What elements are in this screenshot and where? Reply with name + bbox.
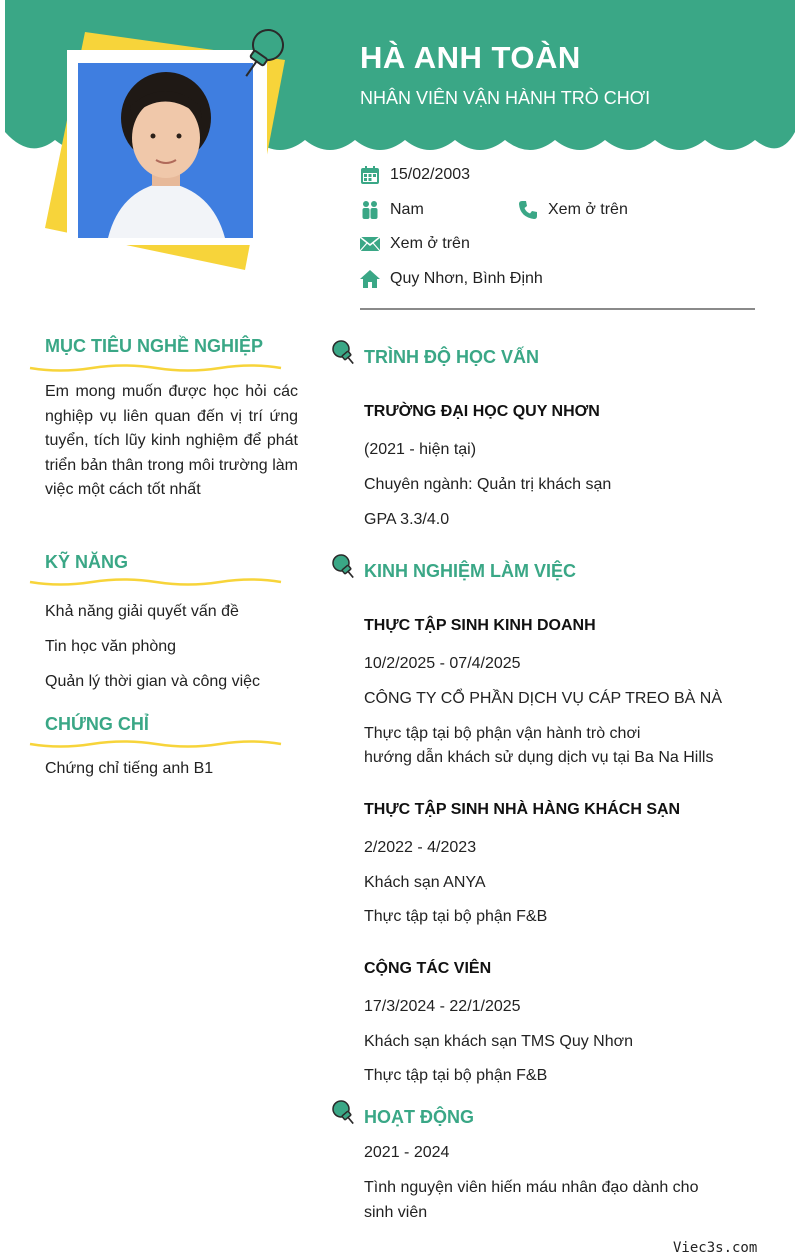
job-title: NHÂN VIÊN VẬN HÀNH TRÒ CHƠI bbox=[360, 88, 651, 108]
profile-photo bbox=[40, 20, 300, 280]
email-text: Xem ở trên bbox=[390, 235, 470, 252]
experience-title: KINH NGHIỆM LÀM VIỆC bbox=[364, 561, 577, 581]
contact-phone bbox=[518, 200, 628, 220]
address-text: Quy Nhơn, Bình Định bbox=[390, 270, 543, 287]
birthdate-text: 15/02/2003 bbox=[390, 166, 471, 183]
education-school: TRƯỜNG ĐẠI HỌC QUY NHƠN bbox=[364, 403, 600, 420]
phone-text: Xem ở trên bbox=[548, 201, 628, 218]
job-company: Khách sạn khách sạn TMS Quy Nhơn bbox=[364, 1033, 633, 1050]
skills-title: KỸ NĂNG bbox=[45, 552, 129, 572]
contact-gender bbox=[360, 200, 424, 220]
education-gpa: GPA 3.3/4.0 bbox=[364, 511, 450, 528]
education-title: TRÌNH ĐỘ HỌC VẤN bbox=[364, 347, 539, 367]
job-position: CỘNG TÁC VIÊN bbox=[364, 960, 492, 977]
certificate-item: Chứng chỉ tiếng anh B1 bbox=[45, 760, 214, 777]
job-period: 10/2/2025 - 07/4/2025 bbox=[364, 655, 521, 672]
profile-photo-frame bbox=[40, 20, 300, 280]
pushpin-icon bbox=[330, 338, 358, 366]
skill-item: Tin học văn phòng bbox=[45, 638, 177, 655]
job-description: Thực tập tại bộ phận F&B bbox=[364, 1067, 548, 1084]
skill-item: Quản lý thời gian và công việc bbox=[45, 673, 261, 690]
job-period: 2/2022 - 4/2023 bbox=[364, 839, 477, 856]
skill-item: Khả năng giải quyết vấn đề bbox=[45, 603, 239, 620]
calendar-icon bbox=[360, 165, 380, 185]
job-description: hướng dẫn khách sử dụng dịch vụ tại Ba Na Hills bbox=[364, 749, 714, 766]
job-period: 17/3/2024 - 22/1/2025 bbox=[364, 998, 521, 1015]
certificates-underline bbox=[28, 738, 283, 752]
mail-icon bbox=[360, 234, 380, 254]
job-position: THỰC TẬP SINH NHÀ HÀNG KHÁCH SẠN bbox=[364, 801, 681, 818]
home-icon bbox=[360, 269, 380, 289]
watermark: Viec3s.com bbox=[673, 1240, 758, 1256]
person-icon bbox=[360, 200, 380, 220]
gender-text: Nam bbox=[390, 201, 424, 218]
pushpin-icon bbox=[330, 552, 358, 580]
job-company: CÔNG TY CỔ PHẦN DỊCH VỤ CÁP TREO BÀ NÀ bbox=[364, 690, 722, 707]
activities-title: HOẠT ĐỘNG bbox=[364, 1107, 474, 1127]
objective-underline bbox=[28, 362, 283, 376]
activity-description: Tình nguyện viên hiến máu nhân đạo dành cho bbox=[364, 1179, 699, 1196]
contact-email bbox=[360, 234, 470, 254]
job-position: THỰC TẬP SINH KINH DOANH bbox=[364, 617, 596, 634]
job-company: Khách sạn ANYA bbox=[364, 874, 486, 891]
contact-birthdate bbox=[360, 165, 470, 185]
objective-title: MỤC TIÊU NGHỀ NGHIỆP bbox=[45, 336, 264, 356]
contact-divider bbox=[360, 308, 755, 310]
education-period: (2021 - hiện tại) bbox=[364, 441, 477, 458]
objective-text: Em mong muốn được học hỏi các nghiệp vụ liên quan đến vị trí ứng tuyển, tích lũy kinh nghiệm để phát triển bản thân trong môi trường làm việc một cách tốt nhất bbox=[45, 383, 298, 499]
certificates-title: CHỨNG CHỈ bbox=[45, 714, 149, 734]
activity-description: sinh viên bbox=[364, 1204, 428, 1221]
job-description: Thực tập tại bộ phận F&B bbox=[364, 908, 548, 925]
job-description: Thực tập tại bộ phận vận hành trò chơi bbox=[364, 725, 641, 742]
phone-icon bbox=[518, 200, 538, 220]
education-major: Chuyên ngành: Quản trị khách sạn bbox=[364, 476, 612, 493]
contact-address bbox=[360, 269, 543, 289]
skills-underline bbox=[28, 576, 283, 590]
activity-period: 2021 - 2024 bbox=[364, 1144, 450, 1161]
candidate-name: HÀ ANH TOÀN bbox=[360, 40, 581, 75]
pushpin-icon bbox=[330, 1098, 358, 1126]
